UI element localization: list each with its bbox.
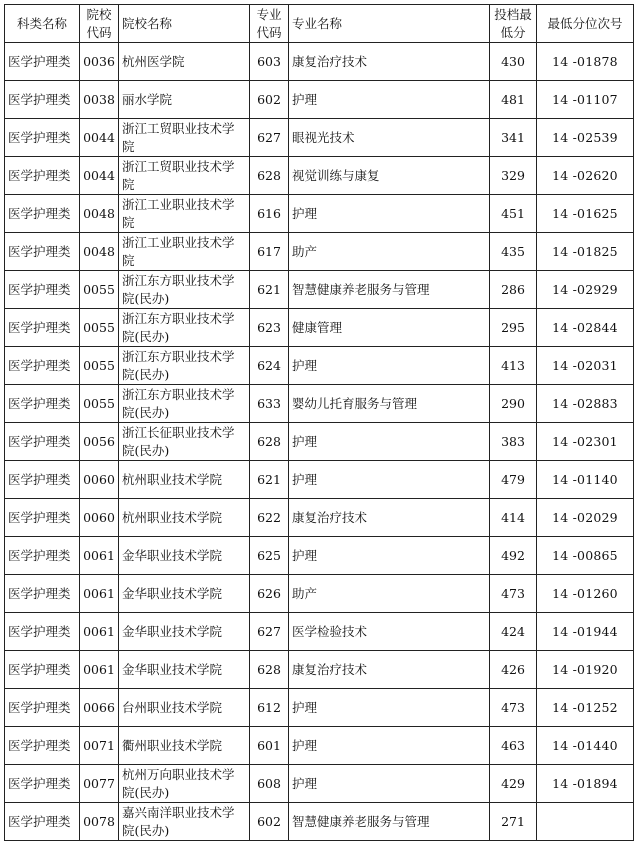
cell-school-code: 0055	[80, 309, 119, 347]
header-major-code: 专业代码	[250, 5, 289, 43]
cell-major-name: 健康管理	[289, 309, 490, 347]
cell-category: 医学护理类	[5, 651, 80, 689]
cell-school-name: 杭州医学院	[119, 43, 250, 81]
table-row	[5, 689, 634, 727]
cell-min-score: 295	[490, 309, 537, 347]
cell-school-name: 浙江东方职业技术学院(民办)	[119, 271, 250, 309]
table-row	[5, 81, 634, 119]
cell-min-rank: 14 -02029	[537, 499, 634, 537]
cell-min-rank: 14 -01920	[537, 651, 634, 689]
cell-major-name: 助产	[289, 575, 490, 613]
cell-major-name: 康复治疗技术	[289, 651, 490, 689]
cell-major-name: 视觉训练与康复	[289, 157, 490, 195]
cell-major-code: 626	[250, 575, 289, 613]
cell-major-code: 622	[250, 499, 289, 537]
cell-school-code: 0055	[80, 385, 119, 423]
cell-school-name: 金华职业技术学院	[119, 537, 250, 575]
cell-min-score: 414	[490, 499, 537, 537]
table-row	[5, 119, 634, 157]
cell-min-score: 435	[490, 233, 537, 271]
cell-min-rank: 14 -02031	[537, 347, 634, 385]
cell-min-rank: 14 -01440	[537, 727, 634, 765]
cell-school-name: 浙江工贸职业技术学院	[119, 119, 250, 157]
cell-category: 医学护理类	[5, 233, 80, 271]
cell-school-name: 杭州万向职业技术学院(民办)	[119, 765, 250, 803]
cell-school-code: 0048	[80, 233, 119, 271]
header-category: 科类名称	[5, 5, 80, 43]
cell-min-score: 429	[490, 765, 537, 803]
cell-min-rank	[537, 803, 634, 841]
table-row	[5, 385, 634, 423]
cell-min-score: 473	[490, 575, 537, 613]
header-school-code: 院校代码	[80, 5, 119, 43]
cell-school-name: 杭州职业技术学院	[119, 499, 250, 537]
table-row	[5, 803, 634, 841]
cell-min-rank: 14 -02539	[537, 119, 634, 157]
table-row	[5, 309, 634, 347]
cell-school-name: 浙江工业职业技术学院	[119, 233, 250, 271]
cell-category: 医学护理类	[5, 309, 80, 347]
cell-school-code: 0061	[80, 651, 119, 689]
cell-min-score: 383	[490, 423, 537, 461]
cell-major-code: 617	[250, 233, 289, 271]
cell-school-code: 0044	[80, 157, 119, 195]
table-row	[5, 347, 634, 385]
cell-category: 医学护理类	[5, 537, 80, 575]
cell-school-code: 0060	[80, 461, 119, 499]
header-min-rank: 最低分位次号	[537, 5, 634, 43]
cell-major-name: 护理	[289, 195, 490, 233]
cell-min-score: 481	[490, 81, 537, 119]
cell-min-score: 430	[490, 43, 537, 81]
cell-major-name: 眼视光技术	[289, 119, 490, 157]
cell-major-name: 康复治疗技术	[289, 43, 490, 81]
cell-min-rank: 14 -02844	[537, 309, 634, 347]
cell-category: 医学护理类	[5, 727, 80, 765]
table-row	[5, 461, 634, 499]
cell-major-code: 628	[250, 651, 289, 689]
table-row	[5, 195, 634, 233]
cell-min-rank: 14 -01107	[537, 81, 634, 119]
table-row	[5, 423, 634, 461]
cell-school-code: 0055	[80, 271, 119, 309]
cell-category: 医学护理类	[5, 423, 80, 461]
cell-school-name: 浙江长征职业技术学院(民办)	[119, 423, 250, 461]
cell-category: 医学护理类	[5, 81, 80, 119]
cell-major-code: 602	[250, 803, 289, 841]
table-row	[5, 727, 634, 765]
cell-major-code: 628	[250, 423, 289, 461]
cell-min-score: 329	[490, 157, 537, 195]
cell-school-code: 0078	[80, 803, 119, 841]
cell-major-code: 628	[250, 157, 289, 195]
cell-min-score: 413	[490, 347, 537, 385]
cell-min-score: 426	[490, 651, 537, 689]
cell-category: 医学护理类	[5, 271, 80, 309]
cell-major-name: 护理	[289, 423, 490, 461]
cell-category: 医学护理类	[5, 43, 80, 81]
cell-min-rank: 14 -02301	[537, 423, 634, 461]
header-major-name: 专业名称	[289, 5, 490, 43]
cell-min-rank: 14 -01260	[537, 575, 634, 613]
cell-school-code: 0061	[80, 537, 119, 575]
cell-major-name: 护理	[289, 81, 490, 119]
cell-school-name: 浙江东方职业技术学院(民办)	[119, 309, 250, 347]
cell-major-code: 602	[250, 81, 289, 119]
cell-min-rank: 14 -02883	[537, 385, 634, 423]
cell-category: 医学护理类	[5, 499, 80, 537]
cell-major-code: 627	[250, 613, 289, 651]
table-row	[5, 43, 634, 81]
cell-min-rank: 14 -01140	[537, 461, 634, 499]
cell-school-name: 浙江工贸职业技术学院	[119, 157, 250, 195]
cell-school-name: 浙江工业职业技术学院	[119, 195, 250, 233]
cell-min-rank: 14 -02620	[537, 157, 634, 195]
cell-major-name: 助产	[289, 233, 490, 271]
cell-min-rank: 14 -01825	[537, 233, 634, 271]
cell-category: 医学护理类	[5, 689, 80, 727]
header-row	[5, 5, 634, 43]
table-row	[5, 499, 634, 537]
cell-category: 医学护理类	[5, 803, 80, 841]
cell-major-name: 智慧健康养老服务与管理	[289, 271, 490, 309]
table-header	[5, 5, 634, 43]
cell-major-name: 护理	[289, 765, 490, 803]
cell-category: 医学护理类	[5, 575, 80, 613]
cell-major-name: 护理	[289, 347, 490, 385]
cell-school-name: 金华职业技术学院	[119, 651, 250, 689]
cell-category: 医学护理类	[5, 613, 80, 651]
cell-major-name: 康复治疗技术	[289, 499, 490, 537]
cell-school-code: 0044	[80, 119, 119, 157]
cell-major-name: 婴幼儿托育服务与管理	[289, 385, 490, 423]
cell-min-score: 492	[490, 537, 537, 575]
table-row	[5, 651, 634, 689]
cell-category: 医学护理类	[5, 385, 80, 423]
cell-major-code: 616	[250, 195, 289, 233]
cell-major-name: 护理	[289, 537, 490, 575]
table-body	[5, 43, 634, 841]
cell-major-name: 智慧健康养老服务与管理	[289, 803, 490, 841]
cell-min-rank: 14 -01625	[537, 195, 634, 233]
cell-school-name: 浙江东方职业技术学院(民办)	[119, 347, 250, 385]
cell-school-code: 0048	[80, 195, 119, 233]
cell-school-code: 0038	[80, 81, 119, 119]
cell-school-code: 0060	[80, 499, 119, 537]
cell-min-rank: 14 -00865	[537, 537, 634, 575]
table-row	[5, 575, 634, 613]
cell-school-code: 0036	[80, 43, 119, 81]
cell-major-code: 621	[250, 271, 289, 309]
cell-school-code: 0056	[80, 423, 119, 461]
cell-category: 医学护理类	[5, 765, 80, 803]
cell-min-score: 424	[490, 613, 537, 651]
cell-min-rank: 14 -01944	[537, 613, 634, 651]
cell-school-code: 0066	[80, 689, 119, 727]
cell-min-score: 451	[490, 195, 537, 233]
table-row	[5, 271, 634, 309]
cell-category: 医学护理类	[5, 119, 80, 157]
table-row	[5, 765, 634, 803]
cell-major-code: 603	[250, 43, 289, 81]
cell-school-name: 杭州职业技术学院	[119, 461, 250, 499]
cell-school-code: 0055	[80, 347, 119, 385]
cell-major-code: 621	[250, 461, 289, 499]
table-row	[5, 613, 634, 651]
cell-major-name: 护理	[289, 461, 490, 499]
cell-min-score: 290	[490, 385, 537, 423]
cell-major-code: 627	[250, 119, 289, 157]
cell-category: 医学护理类	[5, 461, 80, 499]
admissions-table	[4, 4, 634, 841]
header-school-name: 院校名称	[119, 5, 250, 43]
cell-min-rank: 14 -01894	[537, 765, 634, 803]
cell-min-score: 286	[490, 271, 537, 309]
cell-school-code: 0061	[80, 613, 119, 651]
cell-major-code: 608	[250, 765, 289, 803]
cell-min-score: 479	[490, 461, 537, 499]
cell-category: 医学护理类	[5, 347, 80, 385]
cell-school-code: 0061	[80, 575, 119, 613]
table-row	[5, 157, 634, 195]
cell-school-name: 衢州职业技术学院	[119, 727, 250, 765]
cell-school-name: 丽水学院	[119, 81, 250, 119]
cell-major-name: 护理	[289, 689, 490, 727]
cell-min-score: 341	[490, 119, 537, 157]
cell-category: 医学护理类	[5, 195, 80, 233]
cell-school-name: 浙江东方职业技术学院(民办)	[119, 385, 250, 423]
cell-school-name: 金华职业技术学院	[119, 575, 250, 613]
table-row	[5, 233, 634, 271]
cell-school-code: 0071	[80, 727, 119, 765]
cell-school-code: 0077	[80, 765, 119, 803]
cell-min-score: 473	[490, 689, 537, 727]
cell-min-rank: 14 -01252	[537, 689, 634, 727]
cell-min-rank: 14 -02929	[537, 271, 634, 309]
cell-school-name: 金华职业技术学院	[119, 613, 250, 651]
cell-major-code: 612	[250, 689, 289, 727]
cell-major-code: 633	[250, 385, 289, 423]
cell-major-code: 601	[250, 727, 289, 765]
cell-school-name: 台州职业技术学院	[119, 689, 250, 727]
cell-major-code: 623	[250, 309, 289, 347]
cell-major-code: 625	[250, 537, 289, 575]
table-row	[5, 537, 634, 575]
cell-major-name: 医学检验技术	[289, 613, 490, 651]
cell-major-name: 护理	[289, 727, 490, 765]
cell-school-name: 嘉兴南洋职业技术学院(民办)	[119, 803, 250, 841]
header-min-score: 投档最低分	[490, 5, 537, 43]
cell-min-rank: 14 -01878	[537, 43, 634, 81]
cell-min-score: 271	[490, 803, 537, 841]
cell-min-score: 463	[490, 727, 537, 765]
cell-major-code: 624	[250, 347, 289, 385]
cell-category: 医学护理类	[5, 157, 80, 195]
